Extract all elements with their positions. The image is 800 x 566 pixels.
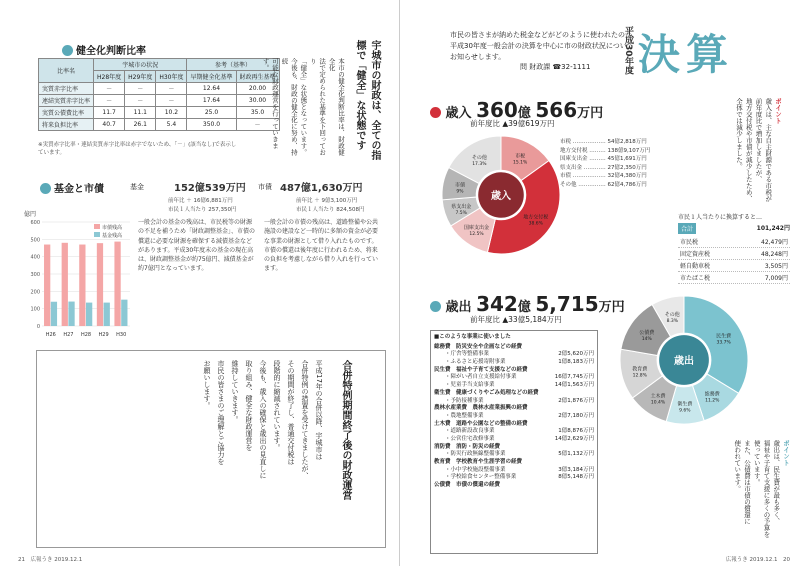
- fund-label: 基金: [130, 183, 144, 191]
- x-tick-label: H29: [98, 332, 109, 338]
- bar-市債残高: [79, 245, 85, 326]
- expense-item-desc: ・小中学校施設整備事業: [434, 466, 506, 473]
- expense-item-desc: ・障がい者自立支援給付事業: [434, 374, 517, 381]
- expense-item-desc: 総務費 防災安全や企画などの経費: [434, 343, 523, 350]
- table-header: H28年度: [94, 71, 125, 83]
- slice-percent: 9.6%: [679, 408, 691, 414]
- donut-center-label: 歳入: [491, 191, 511, 202]
- article-body: 平成17年の合併以降、宇城市は 合併特例の措置を受けてきましたが、 その期間が終了し、普通交付税は 段階的に縮減されています。 今後も、歳入の確保と歳出の見直しに 取り組み、健全な財政運営を 維持していきます。 市民の皆さまのご理解とご協力を お願いします。: [203, 360, 323, 479]
- slice-label: 民生費: [716, 333, 732, 340]
- x-tick-label: H26: [45, 332, 56, 338]
- fund-sub2: 市民１人当たり 257,350円: [168, 207, 237, 213]
- slice-percent: 33.7%: [716, 340, 731, 346]
- expense-pie-chart: [614, 290, 754, 430]
- article-title: 合併特例期間終了後の財政運営: [340, 360, 351, 500]
- expense-item-value: 8億5,148万円: [558, 474, 594, 481]
- y-tick-label: 100: [30, 306, 40, 313]
- y-tick-label: 400: [30, 254, 40, 261]
- slice-percent: 11.2%: [705, 398, 720, 404]
- legend-item: 市税 ……………… 54億2,818万円: [560, 139, 647, 145]
- slice-percent: 14%: [641, 336, 652, 342]
- expense-item-value: 3億3,184万円: [558, 466, 594, 473]
- slice-label: 公債費: [639, 329, 655, 336]
- y-tick-label: 300: [30, 272, 40, 278]
- expense-item-desc: 土木費 道路や公園などの整備の経費: [434, 420, 528, 427]
- expense-item-desc: ・予防接種事業: [434, 397, 484, 404]
- slice-percent: 9%: [456, 189, 464, 195]
- slice-label: 地方交付税: [523, 214, 549, 221]
- slice-percent: 10.4%: [650, 400, 666, 406]
- legend-label: 市債残高: [102, 225, 123, 231]
- expense-item-value: 1億8,183万円: [558, 359, 594, 366]
- expense-items-box: [430, 330, 598, 554]
- fund-value: 152億539万円: [174, 183, 246, 194]
- slice-percent: 15.1%: [512, 160, 528, 166]
- bar-基金残高: [121, 300, 127, 326]
- table-header: 比率名: [39, 59, 94, 83]
- legend-label: 基金残高: [102, 233, 123, 239]
- slice-percent: 8.3%: [666, 319, 679, 325]
- expense-item-value: 1億8,876万円: [558, 428, 594, 435]
- bar-基金残高: [68, 302, 74, 326]
- donut-center-label: 歳出: [674, 356, 694, 367]
- right-page: [400, 0, 800, 566]
- year-label: 平成30年度: [623, 26, 633, 75]
- expense-item-value: 2億7,180万円: [558, 412, 594, 419]
- table-group-header: 参考（基準）: [187, 59, 279, 71]
- circle-bullet-icon: [430, 301, 441, 312]
- legend-item: その他 …………… 62億4,786万円: [560, 181, 647, 188]
- expense-item-row: [434, 482, 594, 490]
- slice-label: 総務費: [704, 391, 720, 398]
- circle-bullet-icon: [430, 107, 441, 118]
- legend-item: 地方交付税 ……… 138億9,107万円: [560, 147, 651, 154]
- x-tick-label: H30: [116, 332, 127, 338]
- expense-item-row: [434, 405, 594, 413]
- bar-基金残高: [86, 303, 92, 326]
- legend-item: 県支出金 ………… 27億2,350万円: [560, 164, 647, 171]
- slice-label: その他: [471, 155, 487, 162]
- y-axis-label: 億円: [24, 211, 37, 218]
- intro-text: 市民の皆さまが納めた税金などがどのように使われたのか、平成30年度一般会計の決算を中心に市の財政状況についてお知らせします。: [450, 31, 639, 62]
- table-header: H29年度: [125, 71, 156, 83]
- y-tick-label: 600: [30, 220, 40, 226]
- per-capita-title: 市民１人当たりに換算すると…: [678, 214, 763, 221]
- slice-label: 市債: [454, 182, 465, 189]
- big-title: 決算: [638, 30, 735, 79]
- expense-prev: 前年度比 ▲33億5,184万円: [470, 315, 562, 324]
- expense-item-row: [434, 382, 594, 390]
- expense-item-desc: ・農地整備事業: [434, 412, 484, 419]
- slice-label: 衛生費: [677, 401, 693, 408]
- circle-bullet-icon: [40, 183, 51, 194]
- expense-item-desc: 公債費 市債の償還の経費: [434, 482, 501, 489]
- bar-市債残高: [62, 243, 68, 326]
- slice-percent: 17.3%: [472, 162, 487, 168]
- slice-percent: 7.5%: [455, 211, 467, 217]
- x-tick-label: H28: [80, 332, 92, 338]
- per-capita-box: [678, 212, 790, 284]
- slice-percent: 12.8%: [632, 373, 647, 379]
- slice-percent: 12.5%: [469, 231, 484, 237]
- per-capita-total: 101,242円: [756, 225, 790, 232]
- expense-item-row: [434, 390, 594, 398]
- expense-item-value: 2億1,876万円: [558, 397, 594, 404]
- right-footer: 広報うき 2019.12.1 20: [725, 557, 790, 563]
- expense-heading: 歳出 342億 5,715万円: [430, 292, 625, 316]
- expense-item-desc: 消防費 消防・防災の経費: [434, 443, 501, 450]
- expense-item-row: [434, 374, 594, 382]
- table-row: 実質赤字比率 － － － 12.64 20.00: [39, 83, 280, 95]
- revenue-pie-chart: [436, 130, 566, 260]
- expense-item-row: [434, 359, 594, 367]
- bar-市債残高: [44, 245, 50, 326]
- per-capita-row: 市民税 42,479円: [678, 236, 790, 248]
- point-text: ポイント 歳入は、主な自主財源である市税が 前年度比で増加しましたが、 地方交付税や市債が減少したため、 全体では減少しました。: [735, 98, 782, 202]
- fund-debt-bar-chart: [22, 208, 134, 340]
- expense-item-desc: ・公営住宅改修事業: [434, 435, 495, 442]
- slice-label: 土木費: [650, 393, 666, 400]
- total-badge: 合計: [678, 223, 696, 234]
- debt-value: 487億1,630万円: [280, 183, 363, 194]
- slice-label: 県支出金: [451, 204, 472, 211]
- expense-item-desc: ・道路新設改良事業: [434, 428, 495, 435]
- table-row: 実質公債費比率 11.7 11.1 10.2 25.0 35.0: [39, 107, 280, 119]
- fund-sub1: 前年比 ＋ 16億6,881万円: [168, 198, 233, 204]
- legend-swatch: [94, 232, 100, 237]
- per-capita-row: 固定資産税 48,248円: [678, 248, 790, 260]
- debt-sub2: 市民１人当たり 824,508円: [296, 207, 365, 213]
- expense-item-row: [434, 474, 594, 482]
- table-header: 早期健全化基準: [187, 71, 236, 83]
- expense-item-row: [434, 351, 594, 359]
- fund-paragraph: 一般会計の基金の残高は、市民税等の財源の不足を補うため「財政調整基金」、市債の償還に必要な財源を確保する減債基金などがあります。平成30年度末の基金の現在高は、財政調整基金が約75億円、減債基金が約7億円となっています。: [138, 219, 256, 273]
- circle-bullet-icon: [62, 45, 73, 56]
- left-footer: 21 広報うき 2019.12.1: [18, 557, 83, 563]
- expense-item-desc: ・防災行政無線整備事業: [434, 451, 506, 458]
- per-capita-row: 軽自動車税 3,505円: [678, 260, 790, 272]
- table-group-header: 宇城市の状況: [94, 59, 187, 71]
- expense-item-row: [434, 436, 594, 444]
- y-tick-label: 200: [30, 289, 40, 296]
- expense-item-desc: 教育費 学校教育や生涯学習の経費: [434, 459, 523, 465]
- y-tick-label: 500: [30, 237, 40, 244]
- expense-item-desc: 民生費 福祉や子育て支援などの経費: [434, 366, 528, 373]
- slice-label: 市税: [515, 153, 526, 160]
- slice-label: その他: [664, 312, 680, 319]
- legend-item: 市債 ……………… 32億4,380万円: [560, 173, 647, 180]
- bar-市債残高: [97, 243, 103, 326]
- expense-item-desc: ・児童手当支給事業: [434, 382, 495, 389]
- expense-item-value: 14億1,563万円: [554, 382, 594, 389]
- legend-swatch: [94, 224, 100, 229]
- table-header: H30年度: [156, 71, 187, 83]
- fund-section-title: 基金と市債: [40, 180, 104, 195]
- table-row: 連結実質赤字比率 － － － 17.64 30.00: [39, 95, 280, 107]
- table-header: 財政再生基準: [236, 71, 279, 83]
- expense-item-desc: ・ふるさと応援寄附事業: [434, 359, 506, 366]
- contact-text: 問 財政課 ☎32-1111: [520, 63, 591, 71]
- expense-item-row: [434, 459, 594, 467]
- expense-item-value: 5億1,132万円: [558, 451, 594, 458]
- table-note: ※実質赤字比率・連結実質赤字比率は赤字でないため、「－」(該当なし)で表示しています。: [38, 142, 237, 156]
- expense-item-desc: 農林水産業費 農林水産業振興の経費: [434, 405, 528, 412]
- slice-percent: 38.6%: [528, 221, 543, 227]
- slice-label: 国庫支出金: [463, 224, 489, 231]
- per-capita-row: 市たばこ税 7,009円: [678, 272, 790, 284]
- x-tick-label: H27: [63, 332, 74, 338]
- expense-item-desc: 衛生費 健康づくりやごみ処理などの経費: [434, 389, 539, 396]
- bar-基金残高: [51, 302, 57, 326]
- health-section-title: 健全化判断比率: [62, 42, 146, 57]
- revenue-heading: 歳入 360億 566万円: [430, 98, 603, 122]
- expense-box-title: ■このような事業に使いました: [434, 334, 511, 340]
- table-row: 将来負担比率 40.7 26.1 5.4 350.0 －: [39, 119, 280, 131]
- point2-text: ポイント 歳出は、民生費が最も多く、 福祉や子育て支援に多くの予算を 使っています。 また、公債費は市債の償還に 使われています。: [733, 440, 790, 538]
- slice-label: 教育費: [632, 366, 648, 373]
- revenue-prev: 前年度比 ▲39億619万円: [470, 119, 555, 128]
- health-body-text: 本市の健全化判断比率は、財政健全化 法で定められた基準を下回っており 「健全」な状態となっています。 今後も、財政の健全化に努め、持続 可能な財政運営を行っていきます。: [261, 58, 345, 156]
- expense-item-desc: ・庁舎等整備事業: [434, 351, 490, 358]
- bar-市債残高: [114, 242, 120, 326]
- expense-item-row: [434, 413, 594, 421]
- expense-item-value: 16億7,745万円: [554, 374, 594, 381]
- legend-item: 国庫支出金 ……… 45億1,691万円: [560, 156, 647, 163]
- expense-item-desc: ・学校給食センター整備事業: [434, 474, 517, 481]
- debt-label: 市債: [258, 183, 272, 191]
- expense-item-value: 2億5,620万円: [558, 351, 594, 358]
- expense-item-value: 14億2,629万円: [554, 435, 594, 442]
- y-tick-label: 0: [36, 324, 40, 330]
- debt-sub1: 前年比 ＋ 9億3,100万円: [296, 198, 358, 204]
- health-headline: 宇城市の財政は、全ての指標で「健全」な状態です: [354, 40, 380, 160]
- expense-item-row: [434, 451, 594, 459]
- expense-item-row: [434, 428, 594, 436]
- debt-paragraph: 一般会計の市債の残高は、道路整備や公共施設の建設など一時的に多額の資金が必要な事業の財源として借り入れたものです。市債の償還は後年度に行われるため、将来の負担を考慮しながら借り入れを行っています。: [264, 219, 379, 273]
- bar-基金残高: [104, 303, 110, 326]
- revenue-legend: [560, 138, 668, 189]
